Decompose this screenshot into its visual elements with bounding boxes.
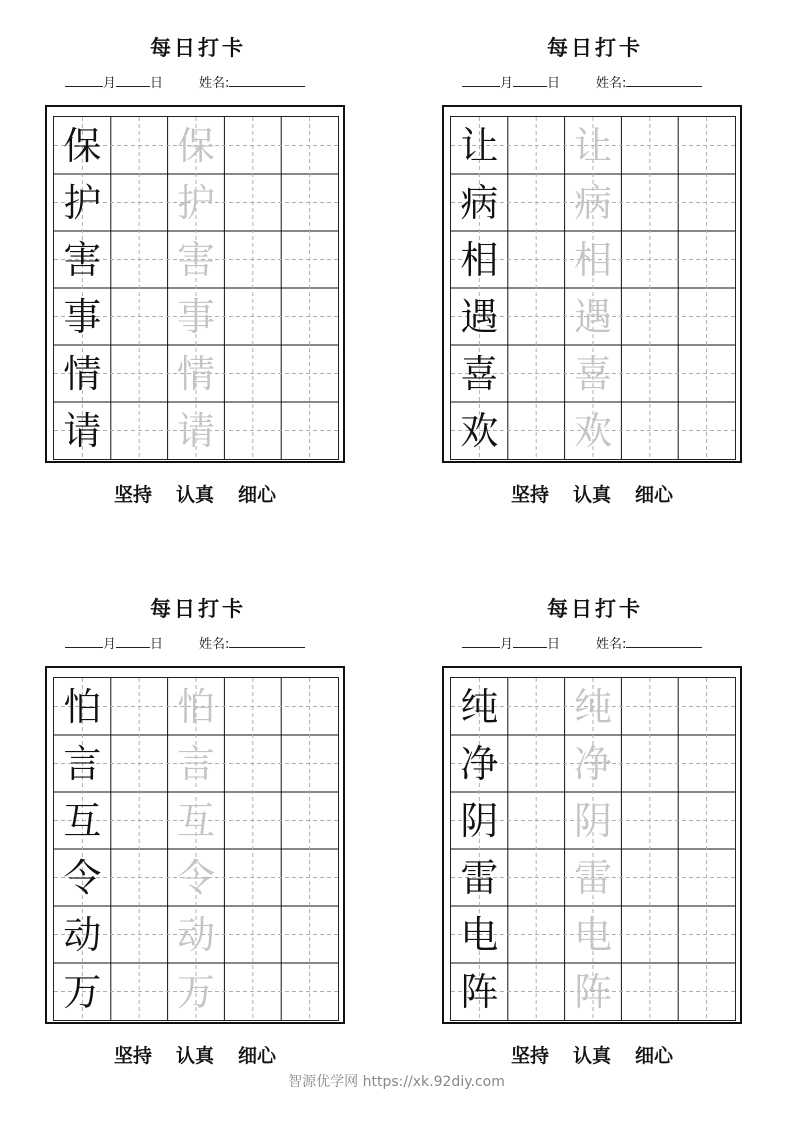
motto-row (45, 480, 345, 507)
month-blank[interactable] (65, 72, 103, 87)
motto-word: 认真 (175, 1045, 214, 1067)
model-character: 欢 (460, 408, 499, 453)
day-label: 日 (150, 76, 164, 91)
trace-character: 互 (176, 798, 215, 843)
trace-character: 害 (176, 237, 215, 282)
date-name-row (462, 633, 752, 653)
day-blank[interactable] (116, 633, 150, 648)
name-blank[interactable] (626, 72, 702, 87)
card-title: 每日打卡 (150, 596, 246, 621)
model-character: 互 (63, 798, 102, 843)
practice-card (45, 561, 351, 1067)
trace-character: 雷 (573, 855, 612, 900)
model-character: 净 (460, 741, 499, 786)
trace-character: 喜 (573, 351, 612, 396)
date-name-row (462, 72, 752, 92)
model-character: 护 (63, 180, 102, 225)
model-character: 纯 (460, 684, 499, 729)
card-title: 每日打卡 (547, 596, 643, 621)
month-label: 月 (500, 76, 514, 91)
practice-card (442, 0, 748, 506)
month-blank[interactable] (462, 72, 500, 87)
tianzige-grid (53, 677, 339, 1021)
trace-character: 病 (573, 180, 612, 225)
model-character: 阵 (460, 969, 499, 1014)
month-label: 月 (103, 637, 117, 652)
trace-character: 万 (176, 969, 215, 1014)
day-label: 日 (150, 637, 164, 652)
practice-frame (45, 666, 345, 1024)
trace-character: 请 (176, 408, 215, 453)
trace-character: 纯 (573, 684, 612, 729)
day-blank[interactable] (116, 72, 150, 87)
trace-character: 欢 (573, 408, 612, 453)
model-character: 让 (460, 123, 499, 168)
model-character: 情 (63, 351, 102, 396)
trace-character: 阵 (573, 969, 612, 1014)
tianzige-grid (450, 116, 736, 460)
model-character: 令 (63, 855, 102, 900)
name-label: 姓名: (596, 76, 627, 91)
name-blank[interactable] (229, 633, 305, 648)
month-label: 月 (103, 76, 117, 91)
motto-word: 细心 (635, 484, 674, 506)
motto-word: 坚持 (113, 484, 152, 506)
motto-word: 认真 (572, 484, 611, 506)
model-character: 保 (63, 123, 102, 168)
model-character: 喜 (460, 351, 499, 396)
name-label: 姓名: (199, 637, 230, 652)
trace-character: 事 (176, 294, 215, 339)
trace-character: 情 (176, 351, 215, 396)
trace-character: 护 (176, 180, 215, 225)
practice-frame (442, 105, 742, 463)
motto-word: 认真 (572, 1045, 611, 1067)
motto-row (442, 1041, 742, 1068)
card-title: 每日打卡 (150, 35, 246, 60)
model-character: 请 (63, 408, 102, 453)
month-blank[interactable] (65, 633, 103, 648)
card-title: 每日打卡 (547, 35, 643, 60)
day-label: 日 (547, 637, 561, 652)
model-character: 怕 (63, 684, 102, 729)
trace-character: 让 (573, 123, 612, 168)
name-label: 姓名: (199, 76, 230, 91)
trace-character: 净 (573, 741, 612, 786)
motto-word: 坚持 (510, 1045, 549, 1067)
model-character: 电 (460, 912, 499, 957)
trace-character: 阴 (573, 798, 612, 843)
model-character: 遇 (460, 294, 499, 339)
name-blank[interactable] (626, 633, 702, 648)
month-label: 月 (500, 637, 514, 652)
practice-card (442, 561, 748, 1067)
practice-frame (45, 105, 345, 463)
trace-character: 相 (573, 237, 612, 282)
footer-watermark: 智源优学网 https://xk.92diy.com (288, 1074, 505, 1090)
practice-frame (442, 666, 742, 1024)
motto-word: 细心 (238, 484, 277, 506)
day-blank[interactable] (513, 633, 547, 648)
trace-character: 遇 (573, 294, 612, 339)
trace-character: 保 (176, 123, 215, 168)
motto-word: 坚持 (510, 484, 549, 506)
model-character: 动 (63, 912, 102, 957)
month-blank[interactable] (462, 633, 500, 648)
name-label: 姓名: (596, 637, 627, 652)
day-blank[interactable] (513, 72, 547, 87)
motto-word: 认真 (175, 484, 214, 506)
model-character: 阴 (460, 798, 499, 843)
name-blank[interactable] (229, 72, 305, 87)
trace-character: 言 (176, 741, 215, 786)
model-character: 害 (63, 237, 102, 282)
motto-row (45, 1041, 345, 1068)
trace-character: 怕 (176, 684, 215, 729)
tianzige-grid (450, 677, 736, 1021)
model-character: 雷 (460, 855, 499, 900)
day-label: 日 (547, 76, 561, 91)
motto-word: 细心 (635, 1045, 674, 1067)
motto-word: 细心 (238, 1045, 277, 1067)
model-character: 万 (63, 969, 102, 1014)
motto-row (442, 480, 742, 507)
trace-character: 令 (176, 855, 215, 900)
date-name-row (65, 633, 355, 653)
trace-character: 动 (176, 912, 215, 957)
motto-word: 坚持 (113, 1045, 152, 1067)
model-character: 言 (63, 741, 102, 786)
practice-card (45, 0, 351, 506)
model-character: 相 (460, 237, 499, 282)
trace-character: 电 (573, 912, 612, 957)
date-name-row (65, 72, 355, 92)
tianzige-grid (53, 116, 339, 460)
model-character: 病 (460, 180, 499, 225)
model-character: 事 (63, 294, 102, 339)
